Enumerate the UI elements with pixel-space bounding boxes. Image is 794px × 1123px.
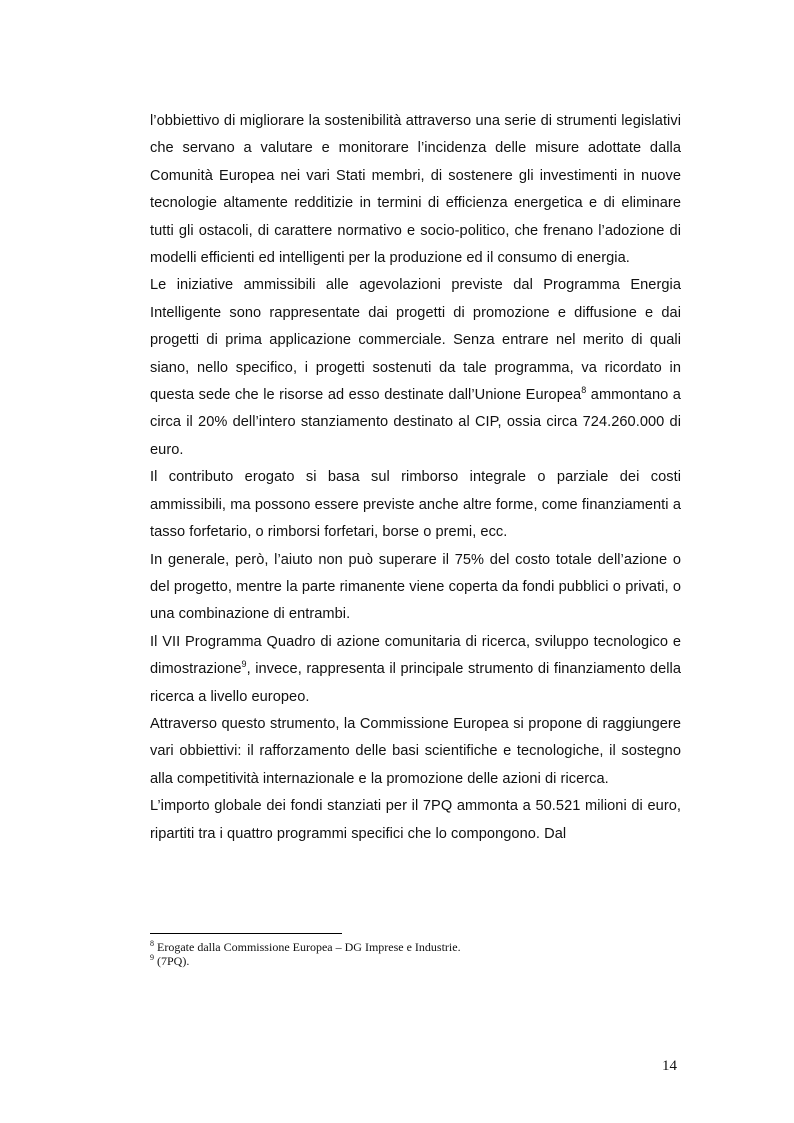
footnote-9	[150, 954, 681, 968]
paragraph-energy-programme	[150, 272, 681, 464]
footnote-ref-8[interactable]: 8	[581, 385, 587, 396]
paragraph-energy-programme-text-a: Le iniziative ammissibili alle agevolazioni previste dal Programma Energia Intelligente sono rappresentate dai progetti di promozione e diffusione e dai progetti di prima applicazione commerciale. Senza entrare nel merito di quali siano, nello specifico, i progetti sostenuti da tale programma, va ricordato in questa sede che le risorse ad esso destinate dall’Unione Europea	[150, 277, 681, 404]
paragraph-contribution: Il contributo erogato si basa sul rimborso integrale o parziale dei costi ammissibili, ma possono essere previste anche altre forme, come finanziamenti a tasso forfetario, o rimborsi forfetari, borse o premi, ecc.	[150, 469, 681, 541]
page-body	[150, 108, 681, 848]
footnote-mark-8: 8	[150, 939, 154, 948]
footnote-mark-9: 9	[150, 953, 154, 962]
footnotes	[150, 940, 681, 968]
footnote-8	[150, 940, 681, 954]
paragraph-commission-goals: Attraverso questo strumento, la Commissione Europea si propone di raggiungere vari obbiettivi: il rafforzamento delle basi scientifiche e tecnologiche, il sostegno alla competitività internazionale e la promozione delle azioni di ricerca.	[150, 715, 681, 787]
footnote-divider	[150, 933, 342, 934]
footnote-ref-9[interactable]: 9	[241, 659, 247, 670]
paragraph-budget: L’importo globale dei fondi stanziati per il 7PQ ammonta a 50.521 milioni di euro, ripartiti tra i quattro programmi specifici che lo compongono. Dal	[150, 798, 681, 842]
paragraph-aid-limit: In generale, però, l’aiuto non può superare il 75% del costo totale dell’azione o del progetto, mentre la parte rimanente viene coperta da fondi pubblici o privati, o una combinazione di entrambi.	[150, 551, 681, 623]
page-number: 14	[662, 1058, 677, 1074]
footnote-text-9: (7PQ).	[154, 954, 190, 968]
paragraph-sustainability: l’obbiettivo di migliorare la sostenibilità attraverso una serie di strumenti legislativi che servano a valutare e monitorare l’incidenza delle misure adottate dalla Comunità Europea nei vari Stati membri, di sostenere gli investimenti in nuove tecnologie altamente redditizie in termini di efficienza energetica e di eliminare tutti gli ostacoli, di carattere normativo e socio-politico, che frenano l’adozione di modelli efficienti ed intelligenti per la produzione ed il consumo di energia.	[150, 113, 681, 267]
paragraph-framework-programme-text-a: Il VII Programma Quadro di azione comunitaria di ricerca, sviluppo tecnologico e dimostrazione	[150, 633, 681, 678]
footnote-text-8: Erogate dalla Commissione Europea – DG Imprese e Industrie.	[154, 940, 461, 954]
paragraph-framework-programme-text-b: , invece, rappresenta il principale strumento di finanziamento della ricerca a livello europeo.	[150, 661, 681, 705]
paragraph-framework-programme	[150, 629, 681, 711]
paragraph-energy-programme-text-b: ammontano a circa il 20% dell’intero stanziamento destinato al CIP, ossia circa 724.260.000 di euro.	[150, 387, 681, 458]
